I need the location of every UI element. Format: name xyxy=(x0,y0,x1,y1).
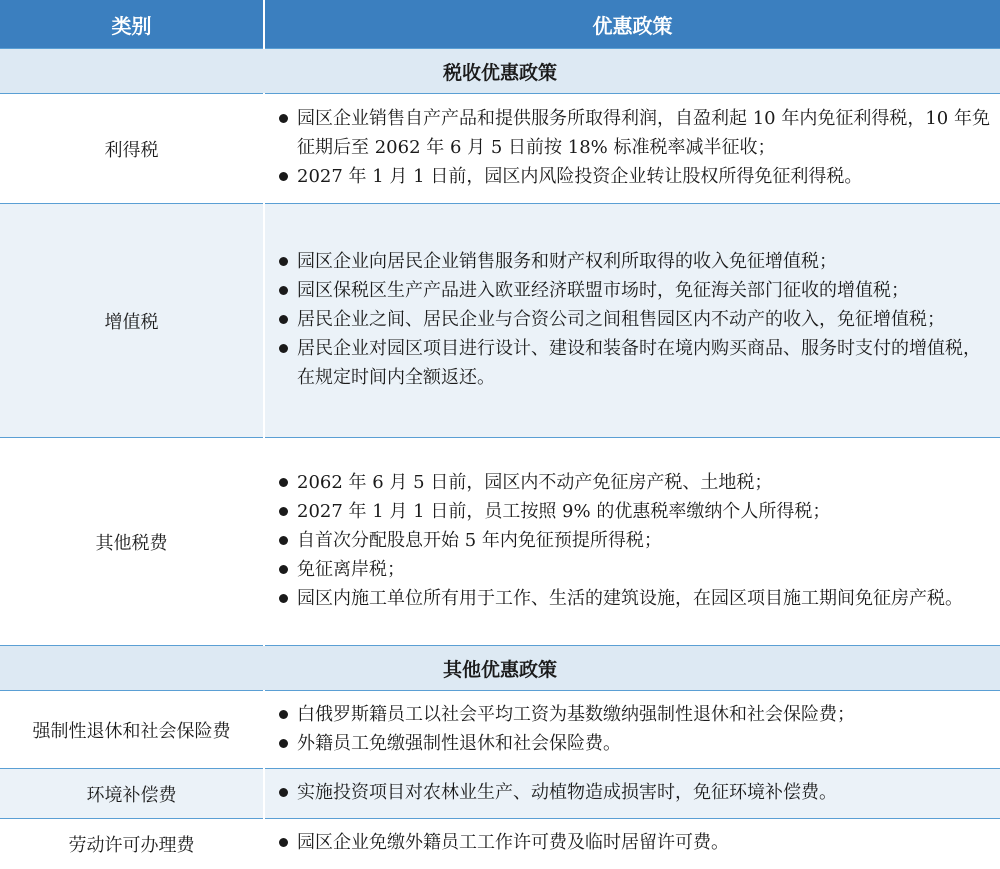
policy-list xyxy=(277,778,990,807)
category-cell: 利得税 xyxy=(0,94,264,204)
list-item: 2027 年 1 月 1 日前，员工按照 9% 的优惠税率缴纳个人所得税； xyxy=(277,497,990,526)
list-item: 免征离岸税； xyxy=(277,555,990,584)
table-row xyxy=(0,438,1000,646)
list-item: 园区内施工单位所有用于工作、生活的建筑设施，在园区项目施工期间免征房产税。 xyxy=(277,584,990,613)
table-row xyxy=(0,769,1000,819)
table-row xyxy=(0,204,1000,438)
section-row xyxy=(0,646,1000,691)
list-item: 园区企业销售自产产品和提供服务所取得利润，自盈利起 10 年内免征利得税，10 年免征期后至 2062 年 6 月 5 日前按 18% 标准税率减半征收； xyxy=(277,104,990,162)
section-row xyxy=(0,49,1000,94)
list-item: 居民企业对园区项目进行设计、建设和装备时在境内购买商品、服务时支付的增值税，在规定时间内全额返还。 xyxy=(277,334,990,392)
policy-cell xyxy=(264,769,1000,819)
list-item: 自首次分配股息开始 5 年内免征预提所得税； xyxy=(277,526,990,555)
table-row xyxy=(0,94,1000,204)
section-title: 其他优惠政策 xyxy=(0,646,1000,691)
policy-list xyxy=(277,247,990,392)
table-row xyxy=(0,691,1000,769)
policy-list xyxy=(277,828,990,857)
category-cell: 劳动许可办理费 xyxy=(0,819,264,869)
category-cell: 增值税 xyxy=(0,204,264,438)
table-row xyxy=(0,819,1000,869)
list-item: 实施投资项目对农林业生产、动植物造成损害时，免征环境补偿费。 xyxy=(277,778,990,807)
list-item: 2027 年 1 月 1 日前，园区内风险投资企业转让股权所得免征利得税。 xyxy=(277,162,990,191)
list-item: 园区企业免缴外籍员工工作许可费及临时居留许可费。 xyxy=(277,828,990,857)
policy-cell xyxy=(264,819,1000,869)
table-header-row xyxy=(0,0,1000,49)
header-policy: 优惠政策 xyxy=(264,0,1000,49)
category-cell: 环境补偿费 xyxy=(0,769,264,819)
list-item: 外籍员工免缴强制性退休和社会保险费。 xyxy=(277,729,990,758)
list-item: 园区保税区生产产品进入欧亚经济联盟市场时，免征海关部门征收的增值税； xyxy=(277,276,990,305)
policy-cell xyxy=(264,691,1000,769)
list-item: 园区企业向居民企业销售服务和财产权利所取得的收入免征增值税； xyxy=(277,247,990,276)
policy-cell xyxy=(264,204,1000,438)
section-title: 税收优惠政策 xyxy=(0,49,1000,94)
list-item: 白俄罗斯籍员工以社会平均工资为基数缴纳强制性退休和社会保险费； xyxy=(277,700,990,729)
policy-list xyxy=(277,104,990,191)
policy-list xyxy=(277,700,990,758)
category-cell: 其他税费 xyxy=(0,438,264,646)
list-item: 2062 年 6 月 5 日前，园区内不动产免征房产税、土地税； xyxy=(277,468,990,497)
header-category: 类别 xyxy=(0,0,264,49)
policy-list xyxy=(277,468,990,613)
category-cell: 强制性退休和社会保险费 xyxy=(0,691,264,769)
policy-cell xyxy=(264,438,1000,646)
policy-cell xyxy=(264,94,1000,204)
list-item: 居民企业之间、居民企业与合资公司之间租售园区内不动产的收入，免征增值税； xyxy=(277,305,990,334)
